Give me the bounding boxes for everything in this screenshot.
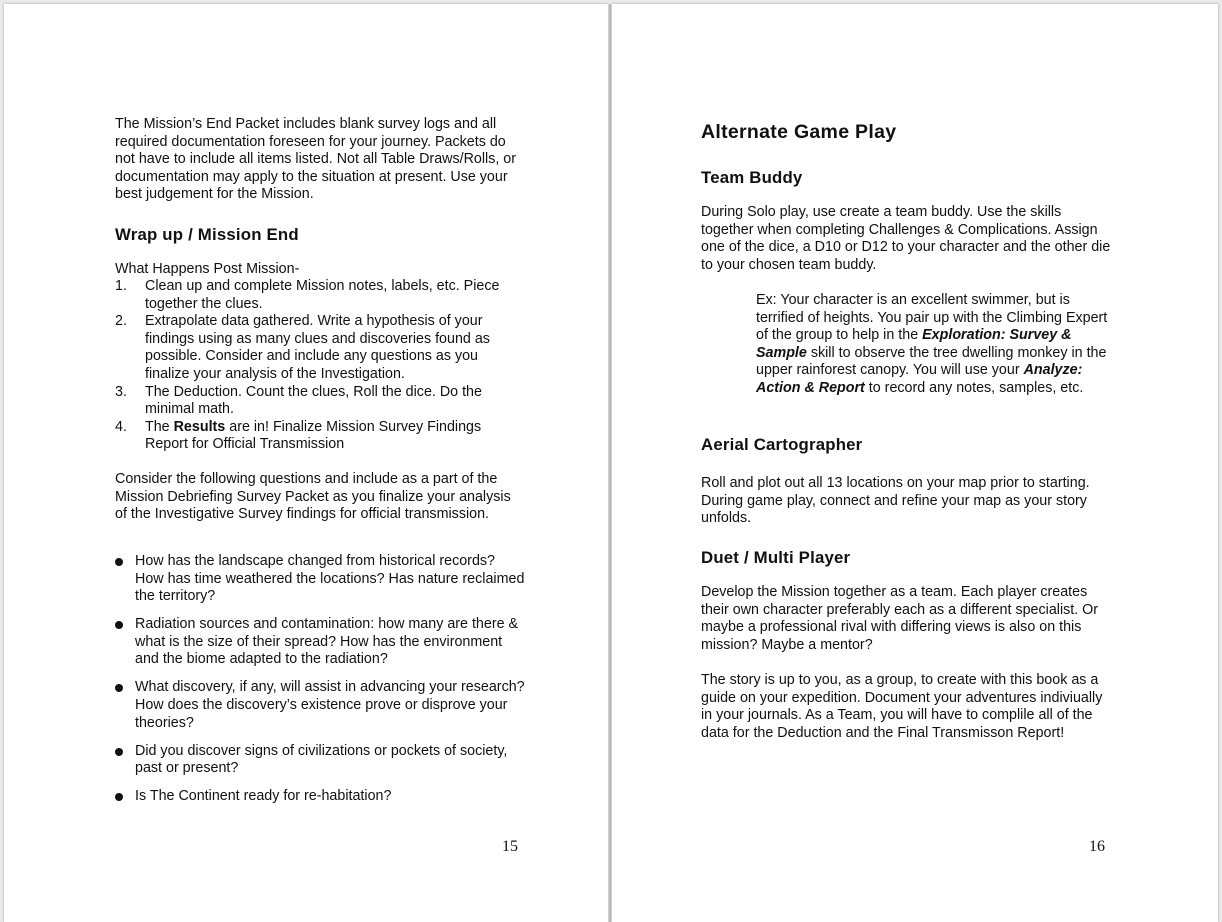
step-text-pre: The — [145, 418, 174, 435]
step-number: 2. — [115, 313, 127, 330]
bullet-icon — [115, 621, 123, 629]
post-mission-title: What Happens Post Mission- — [115, 261, 300, 277]
list-item — [115, 743, 525, 778]
step-text: Extrapolate data gathered. Write a hypothesis of your findings using as many clues and discoveries found as possible. Consider and include any questions as you finalize your analysis of the Investigation. — [145, 313, 490, 382]
post-mission-steps — [115, 278, 525, 454]
alternate-game-play-heading: Alternate Game Play — [701, 121, 897, 143]
wrap-up-heading: Wrap up / Mission End — [115, 225, 299, 244]
step-text — [145, 419, 481, 453]
story-paragraph: The story is up to you, as a group, to create with this book as a guide on your expedition. Document your adventures indiviually in your journals. As a Team, you will have to complile all of the data for the Deduction and the Final Transmisson Report! — [701, 672, 1103, 741]
team-buddy-example — [756, 292, 1112, 398]
page-number: 16 — [1089, 838, 1105, 855]
bullet-icon — [115, 793, 123, 801]
list-item — [115, 313, 525, 383]
step-text: The Deduction. Count the clues, Roll the dice. Do the minimal math. — [145, 383, 482, 418]
list-item — [115, 278, 525, 313]
exploration-skill: Exploration: Survey & Sample — [756, 327, 1072, 361]
step-number: 1. — [115, 278, 127, 294]
page-divider — [609, 4, 611, 922]
page-15 — [4, 4, 608, 922]
team-buddy-paragraph: During Solo play, use create a team buddy. Use the skills together when completing Challenges & Complications. Assign one of the dice, a D10 or D12 to your character and the other die to your chosen team buddy. — [701, 204, 1111, 273]
question-text: Did you discover signs of civilizations or pockets of society, past or present? — [135, 742, 508, 777]
duet-multi-player-heading: Duet / Multi Player — [701, 548, 851, 567]
list-item — [115, 616, 525, 669]
analyze-skill: Analyze: Action & Report — [756, 362, 1083, 396]
step-number: 4. — [115, 418, 127, 435]
question-text: How has the landscape changed from historical records? How has time weathered the locations? Has nature reclaimed the territory? — [135, 553, 525, 605]
step-number: 3. — [115, 383, 127, 400]
aerial-cartographer-paragraph: Roll and plot out all 13 locations on your map prior to starting. During game play, connect and refine your map as your story unfolds. — [701, 475, 1090, 527]
duet-paragraph: Develop the Mission together as a team. Each player creates their own character preferably each as a different specialist. Or maybe a professional rival with differing views is also on this mission? Maybe a mentor? — [701, 584, 1099, 653]
question-text: Radiation sources and contamination: how many are there & what is the size of their spread? How has the environment and the biome adapted to the radiation? — [135, 616, 519, 668]
list-item — [115, 384, 525, 419]
questions-list — [115, 553, 525, 816]
list-item — [115, 419, 525, 454]
question-text: Is The Continent ready for re-habitation? — [135, 788, 392, 805]
step-text-post: are in! Finalize Mission Survey Findings Report for Official Transmission — [145, 418, 482, 453]
example-text-3: to record any notes, samples, etc. — [864, 379, 1084, 396]
bullet-icon — [115, 748, 123, 756]
bullet-icon — [115, 558, 123, 566]
results-bold: Results — [173, 418, 226, 435]
example-text-2: skill to observe the tree dwelling monkey in the upper rainforest canopy. You will use your — [756, 344, 1107, 379]
step-text: Clean up and complete Mission notes, labels, etc. Piece together the clues. — [145, 278, 500, 312]
page-number: 15 — [502, 838, 518, 855]
example-text-1: Ex: Your character is an excellent swimmer, but is terrified of heights. You pair up with the Climbing Expert of the group to help in the — [756, 292, 1108, 344]
page-16 — [612, 4, 1218, 922]
list-item — [115, 788, 525, 806]
question-text: What discovery, if any, will assist in advancing your research? How does the discovery’s existence prove or disprove your theories? — [135, 679, 525, 731]
intro-paragraph: The Mission’s End Packet includes blank survey logs and all required documentation foreseen for your journey. Packets do not have to include all items listed. Not all Table Draws/Rolls, or documentation may apply to the situation at present. Use your best judgement for the Mission. — [115, 116, 517, 203]
aerial-cartographer-heading: Aerial Cartographer — [701, 435, 863, 454]
consider-paragraph: Consider the following questions and include as a part of the Mission Debriefing Survey Packet as you finalize your analysis of the Investigative Survey findings for official transmission. — [115, 471, 511, 523]
list-item — [115, 553, 525, 606]
team-buddy-heading: Team Buddy — [701, 168, 803, 187]
list-item — [115, 679, 525, 732]
bullet-icon — [115, 684, 123, 692]
